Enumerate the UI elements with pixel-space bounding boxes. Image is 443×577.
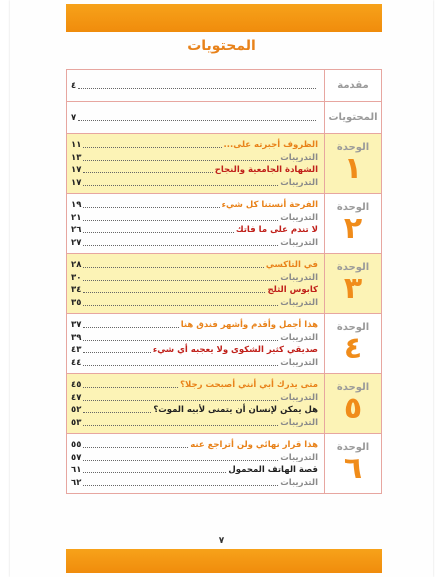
unit-entries: [67, 314, 324, 373]
unit-entries: [67, 374, 324, 433]
toc-entry[interactable]: [71, 150, 318, 163]
toc-entry[interactable]: [71, 137, 318, 150]
dot-leader: [83, 387, 178, 388]
intro-label-cell: [324, 70, 381, 101]
dot-leader: [83, 485, 278, 486]
toc-unit-row: [66, 314, 382, 374]
toc-unit-row: [66, 374, 382, 434]
entry-title: التدريبات: [280, 212, 318, 223]
toc-entry[interactable]: [71, 81, 318, 91]
unit-number: ٥: [343, 391, 363, 426]
toc-entry[interactable]: [71, 390, 318, 403]
unit-word: الوحدة: [336, 202, 370, 213]
dot-leader: [83, 472, 226, 473]
toc-unit-row: [66, 434, 382, 494]
dot-leader: [83, 305, 278, 306]
toc-entry[interactable]: [71, 450, 318, 463]
entry-page: ٢٦: [71, 225, 82, 236]
entry-title: هل يمكن لإنسان أن يتمنى لأبيه الموت؟: [153, 405, 318, 416]
dot-leader: [83, 460, 278, 461]
entry-title: هذا قرار نهائي ولن أتراجع عنه: [190, 439, 318, 450]
unit-word: الوحدة: [336, 322, 370, 333]
toc-entry[interactable]: [71, 330, 318, 343]
unit-label-cell: [324, 374, 381, 433]
page-title: المحتويات: [187, 38, 256, 54]
dot-leader: [83, 447, 188, 448]
page-number: ٧: [218, 536, 225, 546]
dot-leader: [83, 220, 278, 221]
entry-title: التدريبات: [280, 152, 318, 163]
contents-entries: [67, 102, 324, 133]
toc-entry[interactable]: [71, 235, 318, 248]
entry-page: ٤٧: [71, 392, 82, 403]
dot-leader: [83, 267, 264, 268]
dot-leader: [78, 88, 316, 89]
toc-entry[interactable]: [71, 210, 318, 223]
entry-page: ٥٣: [71, 418, 82, 429]
bottom-orange-band: [66, 549, 382, 573]
dot-leader: [83, 400, 278, 401]
unit-word: الوحدة: [336, 382, 370, 393]
toc-entry[interactable]: [71, 257, 318, 270]
entry-page: ٢٨: [71, 259, 82, 270]
dot-leader: [83, 185, 278, 186]
toc-entry[interactable]: [71, 415, 318, 428]
entry-page: ١٩: [71, 199, 82, 210]
toc-entry[interactable]: [71, 463, 318, 476]
entry-page: ١٣: [71, 152, 82, 163]
dot-leader: [83, 412, 151, 413]
toc-unit-row: [66, 254, 382, 314]
toc-row-intro: [66, 69, 382, 102]
dot-leader: [83, 245, 278, 246]
unit-label-cell: [324, 194, 381, 253]
entry-title: الشهادة الجامعية والنجاح: [214, 165, 318, 176]
dot-leader: [83, 207, 219, 208]
entry-title: كابوس الثلج: [267, 285, 318, 296]
unit-label-cell: [324, 134, 381, 193]
unit-number: ٤: [343, 331, 363, 366]
dot-leader: [83, 292, 265, 293]
toc-unit-row: [66, 134, 382, 194]
entry-title: التدريبات: [280, 238, 318, 249]
toc-entry[interactable]: [71, 475, 318, 488]
unit-entries: [67, 434, 324, 493]
entry-title: التدريبات: [280, 478, 318, 489]
toc-entry[interactable]: [71, 343, 318, 356]
toc-entry[interactable]: [71, 355, 318, 368]
unit-entries: [67, 134, 324, 193]
entry-page: ٣٩: [71, 332, 82, 343]
unit-label-cell: [324, 314, 381, 373]
dot-leader: [78, 120, 316, 121]
contents-label-cell: [324, 102, 381, 133]
unit-word: الوحدة: [336, 142, 370, 153]
entry-page: ١٧: [71, 178, 82, 189]
top-orange-band: [66, 4, 382, 32]
entry-page: ٦٢: [71, 478, 82, 489]
entry-page: ٧: [71, 113, 77, 123]
entry-page: ٥٥: [71, 439, 82, 450]
entry-page: ٣٥: [71, 298, 82, 309]
entry-page: ١٧: [71, 165, 82, 176]
unit-entries: [67, 254, 324, 313]
entry-page: ٢١: [71, 212, 82, 223]
dot-leader: [83, 232, 233, 233]
toc-entry[interactable]: [71, 223, 318, 236]
document-page: [10, 0, 433, 577]
entry-page: ١١: [71, 139, 82, 150]
entry-page: ٤: [71, 81, 77, 91]
entry-page: ٦١: [71, 465, 82, 476]
entry-page: ٤٣: [71, 345, 82, 356]
entry-title: صديقي كثير الشكوى ولا يعجبه أي شيء: [152, 345, 318, 356]
entry-title: التدريبات: [280, 452, 318, 463]
dot-leader: [83, 352, 150, 353]
entry-title: التدريبات: [280, 298, 318, 309]
unit-label-cell: [324, 254, 381, 313]
dot-leader: [83, 327, 178, 328]
entry-title: هذا أجمل وأقدم وأشهر فندق هنا: [180, 319, 318, 330]
entry-title: التدريبات: [280, 272, 318, 283]
entry-title: لا تندم على ما فاتك: [235, 225, 318, 236]
toc-unit-row: [66, 194, 382, 254]
dot-leader: [83, 425, 278, 426]
toc-entry[interactable]: [71, 295, 318, 308]
entry-title: الفرحة أنستنا كل شيء: [221, 199, 318, 210]
entry-page: ٥٢: [71, 405, 82, 416]
unit-label-cell: [324, 434, 381, 493]
toc-entry[interactable]: [71, 163, 318, 176]
unit-word: الوحدة: [336, 262, 370, 273]
intro-label: مقدمة: [337, 80, 369, 91]
dot-leader: [83, 365, 278, 366]
entry-page: ٣٤: [71, 285, 82, 296]
toc-entry[interactable]: [71, 175, 318, 188]
unit-number: ٦: [343, 451, 363, 486]
dot-leader: [83, 160, 278, 161]
toc-entry[interactable]: [71, 317, 318, 330]
entry-title: متى يدرك أبي أنني أصبحت رجلا؟: [180, 379, 318, 390]
entry-title: الظروف أجبرته على...: [223, 139, 318, 150]
toc-entry[interactable]: [71, 113, 318, 123]
entry-page: ٤٤: [71, 358, 82, 369]
toc-row-contents: [66, 102, 382, 134]
entry-page: ٣٧: [71, 319, 82, 330]
entry-title: التدريبات: [280, 178, 318, 189]
entry-title: التدريبات: [280, 392, 318, 403]
entry-title: في التاكسي: [265, 259, 318, 270]
toc-entry[interactable]: [71, 377, 318, 390]
toc-entry[interactable]: [71, 403, 318, 416]
entry-page: ٥٧: [71, 452, 82, 463]
entry-title: قصة الهاتف المحمول: [228, 465, 318, 476]
intro-entries: [67, 70, 324, 101]
toc-entry[interactable]: [71, 270, 318, 283]
toc-entry[interactable]: [71, 283, 318, 296]
unit-entries: [67, 194, 324, 253]
toc-entry[interactable]: [71, 197, 318, 210]
entry-title: التدريبات: [280, 332, 318, 343]
dot-leader: [83, 147, 221, 148]
contents-label: المحتويات: [328, 112, 378, 123]
unit-number: ٣: [343, 271, 363, 306]
unit-number: ١: [343, 151, 363, 186]
dot-leader: [83, 280, 278, 281]
entry-page: ٢٧: [71, 238, 82, 249]
entry-title: التدريبات: [280, 358, 318, 369]
entry-page: ٣٠: [71, 272, 82, 283]
dot-leader: [83, 340, 278, 341]
unit-word: الوحدة: [336, 442, 370, 453]
entry-title: التدريبات: [280, 418, 318, 429]
unit-number: ٢: [343, 211, 363, 246]
units-list: [66, 134, 382, 494]
toc-entry[interactable]: [71, 437, 318, 450]
table-of-contents: [66, 69, 382, 494]
dot-leader: [83, 172, 212, 173]
entry-page: ٤٥: [71, 379, 82, 390]
